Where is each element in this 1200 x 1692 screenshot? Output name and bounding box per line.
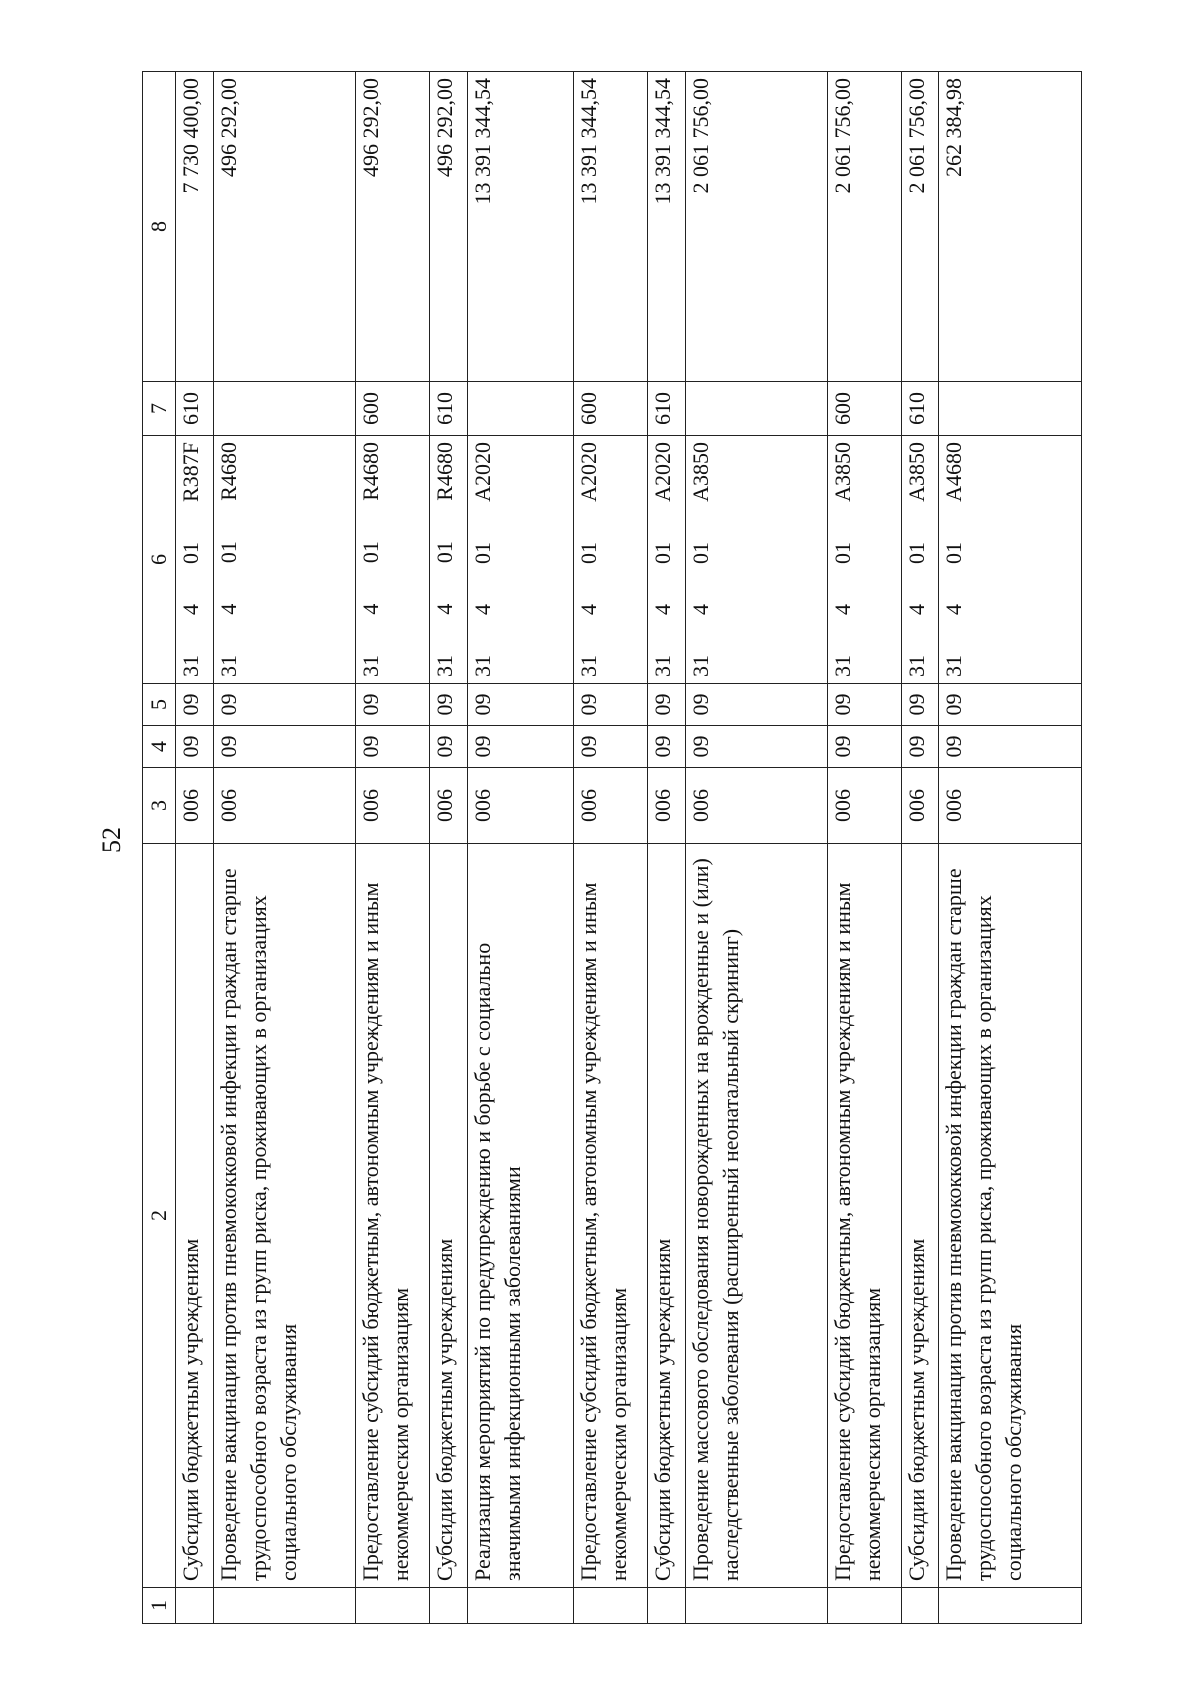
cell-expense-type: 600 — [356, 382, 429, 436]
target-code-direction: A4680 — [941, 442, 967, 502]
cell-expense-type: 610 — [901, 382, 939, 436]
cell-section-code: 09 — [176, 726, 214, 768]
cell-expense-type: 610 — [176, 382, 214, 436]
target-code-direction: A2020 — [649, 442, 675, 502]
cell-col-1 — [901, 1588, 939, 1624]
target-code-program: 31 — [941, 655, 967, 677]
target-code-direction: A2020 — [469, 442, 495, 502]
cell-subsection-code: 09 — [901, 684, 939, 726]
cell-target-code — [429, 436, 467, 684]
cell-item-name: Проведение вакцинации против пневмококковой инфекции граждан старше трудоспособного возраста из групп риска, проживающих в организациях социального обслуживания — [213, 844, 355, 1588]
header-col-5: 5 — [143, 684, 176, 726]
cell-amount: 2 061 756,00 — [685, 72, 827, 382]
cell-ministry-code: 006 — [647, 768, 685, 844]
header-col-8: 8 — [143, 72, 176, 382]
cell-amount: 13 391 344,54 — [574, 72, 647, 382]
cell-section-code: 09 — [901, 726, 939, 768]
cell-amount: 496 292,00 — [213, 72, 355, 382]
target-code-program: 31 — [687, 655, 713, 677]
target-code-program: 31 — [576, 655, 602, 677]
cell-section-code: 09 — [685, 726, 827, 768]
target-code-event: 01 — [431, 541, 457, 564]
cell-item-name: Проведение вакцинации против пневмококковой инфекции граждан старше трудоспособного возраста из групп риска, проживающих в организациях социального обслуживания — [939, 844, 1082, 1588]
cell-section-code: 09 — [356, 726, 429, 768]
target-code-program: 31 — [358, 655, 384, 677]
page-number: 52 — [97, 827, 126, 853]
target-code-direction: A3850 — [830, 442, 856, 502]
cell-target-code — [939, 436, 1082, 684]
budget-table — [142, 71, 1082, 1624]
cell-amount: 13 391 344,54 — [467, 72, 574, 382]
target-code-event: 01 — [358, 541, 384, 564]
target-code-event: 01 — [941, 541, 967, 564]
rotated-table-container — [142, 72, 1082, 1624]
cell-amount: 13 391 344,54 — [647, 72, 685, 382]
cell-ministry-code: 006 — [828, 768, 901, 844]
table-row — [429, 72, 467, 1624]
cell-subsection-code: 09 — [429, 684, 467, 726]
target-code-direction: R4680 — [358, 442, 384, 501]
cell-target-code — [574, 436, 647, 684]
cell-col-1 — [647, 1588, 685, 1624]
cell-amount: 496 292,00 — [356, 72, 429, 382]
cell-item-name: Субсидии бюджетным учреждениям — [901, 844, 939, 1588]
target-code-event: 01 — [687, 541, 713, 564]
target-code-event: 01 — [469, 541, 495, 564]
cell-target-code — [647, 436, 685, 684]
table-row — [467, 72, 574, 1624]
cell-section-code: 09 — [828, 726, 901, 768]
cell-ministry-code: 006 — [467, 768, 574, 844]
target-code-subprogram: 4 — [431, 603, 457, 615]
cell-subsection-code: 09 — [356, 684, 429, 726]
cell-item-name: Проведение массового обследования новорожденных на врожденные и (или) наследственные заболевания (расширенный неонатальный скрининг) — [685, 844, 827, 1588]
target-code-subprogram: 4 — [215, 603, 241, 615]
target-code-program: 31 — [431, 655, 457, 677]
table-row — [939, 72, 1082, 1624]
target-code-direction: R4680 — [431, 442, 457, 501]
cell-expense-type — [467, 382, 574, 436]
target-code-event: 01 — [178, 541, 203, 564]
cell-subsection-code: 09 — [828, 684, 901, 726]
target-code-program: 31 — [830, 655, 856, 677]
target-code-subprogram: 4 — [358, 603, 384, 615]
cell-col-1 — [828, 1588, 901, 1624]
cell-section-code: 09 — [939, 726, 1082, 768]
cell-section-code: 09 — [574, 726, 647, 768]
target-code-subprogram: 4 — [469, 603, 495, 615]
cell-ministry-code: 006 — [901, 768, 939, 844]
cell-expense-type: 610 — [647, 382, 685, 436]
table-row — [828, 72, 901, 1624]
target-code-direction: R4680 — [215, 442, 241, 501]
cell-subsection-code: 09 — [213, 684, 355, 726]
cell-item-name: Субсидии бюджетным учреждениям — [429, 844, 467, 1588]
cell-target-code — [467, 436, 574, 684]
cell-item-name: Предоставление субсидий бюджетным, автономным учреждениям и иным некоммерческим организациям — [574, 844, 647, 1588]
cell-item-name: Субсидии бюджетным учреждениям — [647, 844, 685, 1588]
cell-col-1 — [176, 1588, 214, 1624]
cell-item-name: Субсидии бюджетным учреждениям — [176, 844, 214, 1588]
cell-col-1 — [574, 1588, 647, 1624]
target-code-program: 31 — [469, 655, 495, 677]
table-row — [647, 72, 685, 1624]
cell-expense-type — [685, 382, 827, 436]
cell-expense-type — [213, 382, 355, 436]
target-code-event: 01 — [576, 541, 602, 564]
header-col-1: 1 — [143, 1588, 176, 1624]
cell-subsection-code: 09 — [647, 684, 685, 726]
target-code-subprogram: 4 — [576, 603, 602, 615]
cell-col-1 — [939, 1588, 1082, 1624]
target-code-subprogram: 4 — [178, 603, 203, 615]
cell-expense-type — [939, 382, 1082, 436]
target-code-subprogram: 4 — [830, 603, 856, 615]
table-body — [176, 72, 1082, 1624]
cell-item-name: Предоставление субсидий бюджетным, автономным учреждениям и иным некоммерческим организациям — [828, 844, 901, 1588]
cell-ministry-code: 006 — [356, 768, 429, 844]
target-code-direction: A2020 — [576, 442, 602, 502]
cell-ministry-code: 006 — [176, 768, 214, 844]
header-col-6: 6 — [143, 436, 176, 684]
cell-section-code: 09 — [213, 726, 355, 768]
table-row — [574, 72, 647, 1624]
cell-section-code: 09 — [429, 726, 467, 768]
cell-ministry-code: 006 — [939, 768, 1082, 844]
cell-col-1 — [467, 1588, 574, 1624]
table-row — [901, 72, 939, 1624]
cell-col-1 — [213, 1588, 355, 1624]
cell-amount: 496 292,00 — [429, 72, 467, 382]
header-col-7: 7 — [143, 382, 176, 436]
header-row — [143, 72, 176, 1624]
cell-subsection-code: 09 — [176, 684, 214, 726]
target-code-program: 31 — [903, 655, 929, 677]
target-code-subprogram: 4 — [687, 603, 713, 615]
header-col-3: 3 — [143, 768, 176, 844]
cell-amount: 2 061 756,00 — [901, 72, 939, 382]
target-code-subprogram: 4 — [903, 603, 929, 615]
cell-target-code — [685, 436, 827, 684]
table-row — [685, 72, 827, 1624]
target-code-program: 31 — [649, 655, 675, 677]
table-row — [213, 72, 355, 1624]
target-code-event: 01 — [903, 541, 929, 564]
target-code-event: 01 — [649, 541, 675, 564]
cell-subsection-code: 09 — [467, 684, 574, 726]
target-code-subprogram: 4 — [649, 603, 675, 615]
cell-expense-type: 600 — [828, 382, 901, 436]
target-code-event: 01 — [215, 541, 241, 564]
cell-section-code: 09 — [467, 726, 574, 768]
cell-target-code — [828, 436, 901, 684]
table-row — [356, 72, 429, 1624]
target-code-direction: A3850 — [687, 442, 713, 502]
table-row — [176, 72, 214, 1624]
cell-target-code — [356, 436, 429, 684]
cell-subsection-code: 09 — [574, 684, 647, 726]
cell-expense-type: 600 — [574, 382, 647, 436]
cell-amount: 2 061 756,00 — [828, 72, 901, 382]
cell-col-1 — [685, 1588, 827, 1624]
cell-col-1 — [429, 1588, 467, 1624]
cell-item-name: Предоставление субсидий бюджетным, автономным учреждениям и иным некоммерческим организациям — [356, 844, 429, 1588]
cell-section-code: 09 — [647, 726, 685, 768]
cell-item-name: Реализация мероприятий по предупреждению и борьбе с социально значимыми инфекционными заболеваниями — [467, 844, 574, 1588]
cell-col-1 — [356, 1588, 429, 1624]
cell-target-code — [901, 436, 939, 684]
cell-target-code — [213, 436, 355, 684]
target-code-subprogram: 4 — [941, 603, 967, 615]
target-code-program: 31 — [215, 655, 241, 677]
cell-ministry-code: 006 — [213, 768, 355, 844]
cell-amount: 262 384,98 — [939, 72, 1082, 382]
target-code-direction: A3850 — [903, 442, 929, 502]
cell-subsection-code: 09 — [685, 684, 827, 726]
header-col-2: 2 — [143, 844, 176, 1588]
cell-subsection-code: 09 — [939, 684, 1082, 726]
target-code-event: 01 — [830, 541, 856, 564]
header-col-4: 4 — [143, 726, 176, 768]
cell-ministry-code: 006 — [429, 768, 467, 844]
cell-expense-type: 610 — [429, 382, 467, 436]
target-code-program: 31 — [178, 655, 203, 677]
cell-ministry-code: 006 — [574, 768, 647, 844]
cell-ministry-code: 006 — [685, 768, 827, 844]
cell-amount: 7 730 400,00 — [176, 72, 214, 382]
target-code-direction: R387F — [178, 442, 203, 502]
cell-target-code — [176, 436, 214, 684]
